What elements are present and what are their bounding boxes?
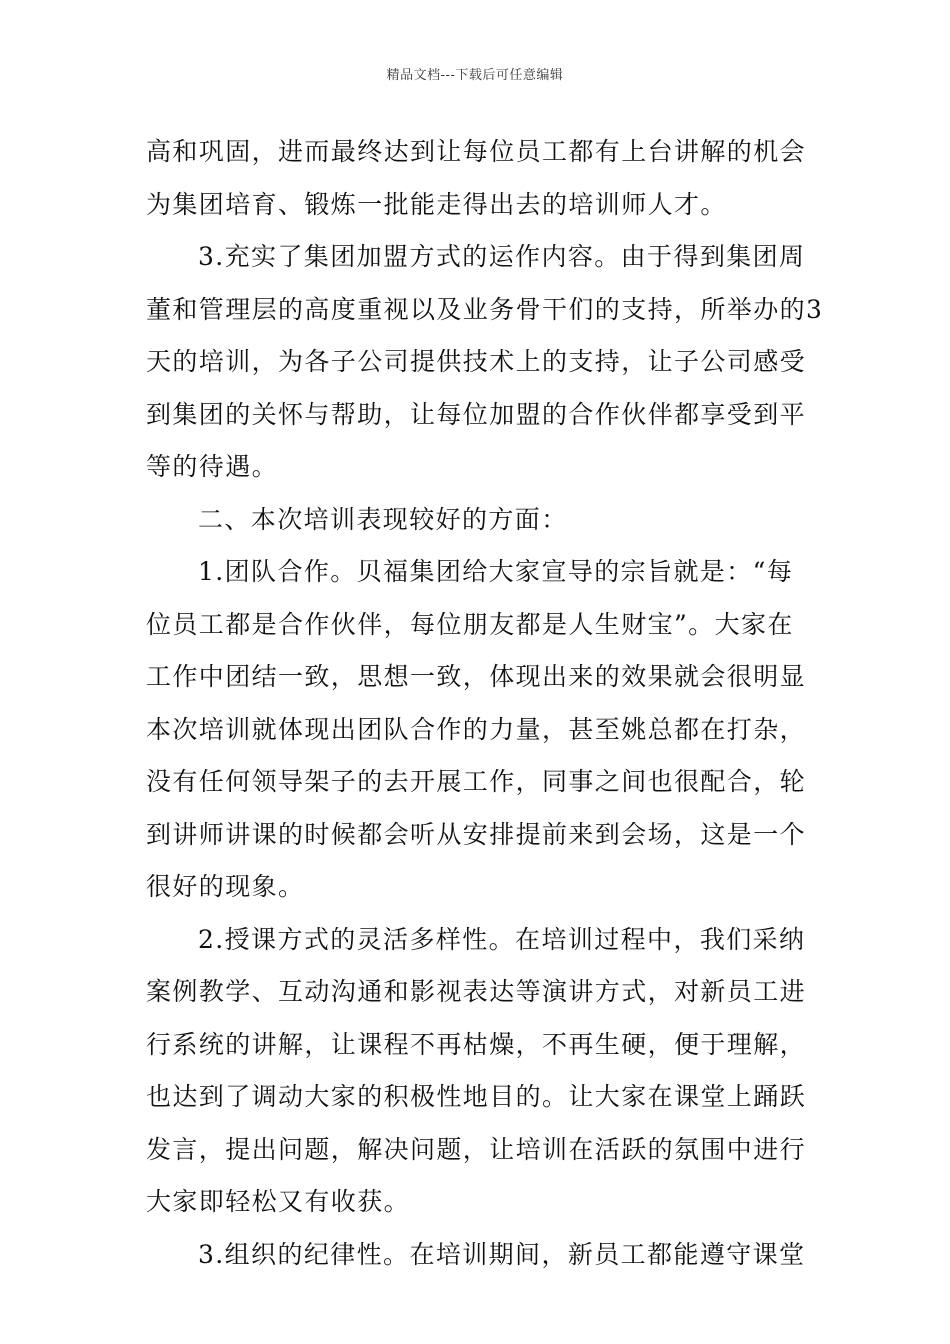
paragraph-start-line: 2.授课方式的灵活多样性。在培训过程中，我们采纳	[198, 924, 806, 954]
text-line: 位员工都是合作伙伴，每位朋友都是人生财宝”。大家在	[146, 609, 794, 639]
page-header: 精品文档---下载后可任意编辑	[386, 68, 564, 83]
text-line: 也达到了调动大家的积极性地目的。让大家在课堂上踊跃	[146, 1082, 807, 1111]
paragraph-start-line: 1.团队合作。贝福集团给大家宣导的宗旨就是：“每	[198, 557, 794, 586]
document-body	[146, 126, 824, 1281]
text-line: 等的待遇。	[146, 452, 279, 481]
text-line: 为集团培育、锻炼一批能走得出去的培训师人才。	[146, 189, 727, 219]
text-line: 高和巩固，进而最终达到让每位员工都有上台讲解的机会	[146, 137, 807, 166]
text-line: 董和管理层的高度重视以及业务骨干们的支持，所举办的3	[146, 294, 824, 324]
text-line: 工作中团结一致，思想一致，体现出来的效果就会很明显	[146, 662, 807, 691]
text-line: 很好的现象。	[146, 872, 305, 901]
text-line: 大家即轻松又有收获。	[146, 1187, 411, 1216]
text-line: 到讲师讲课的时候都会听从安排提前来到会场，这是一个	[146, 819, 807, 849]
paragraph-start-line: 3.充实了集团加盟方式的运作内容。由于得到集团周	[198, 242, 806, 271]
text-line: 天的培训，为各子公司提供技术上的支持，让子公司感受	[146, 347, 807, 376]
text-line: 案例教学、互动沟通和影视表达等演讲方式，对新员工进	[146, 977, 807, 1006]
text-line: 没有任何领导架子的去开展工作，同事之间也很配合，轮	[146, 767, 807, 796]
paragraph-start-line: 3.组织的纪律性。在培训期间，新员工都能遵守课堂	[198, 1239, 806, 1269]
text-line: 发言，提出问题，解决问题，让培训在活跃的氛围中进行	[146, 1134, 807, 1164]
text-line: 本次培训就体现出团队合作的力量，甚至姚总都在打杂，	[146, 714, 807, 744]
text-line: 到集团的关怀与帮助，让每位加盟的合作伙伴都享受到平	[146, 399, 807, 429]
section-heading: 二、本次培训表现较好的方面：	[198, 504, 568, 534]
text-line: 行系统的讲解，让课程不再枯燥，不再生硬，便于理解，	[146, 1029, 807, 1059]
